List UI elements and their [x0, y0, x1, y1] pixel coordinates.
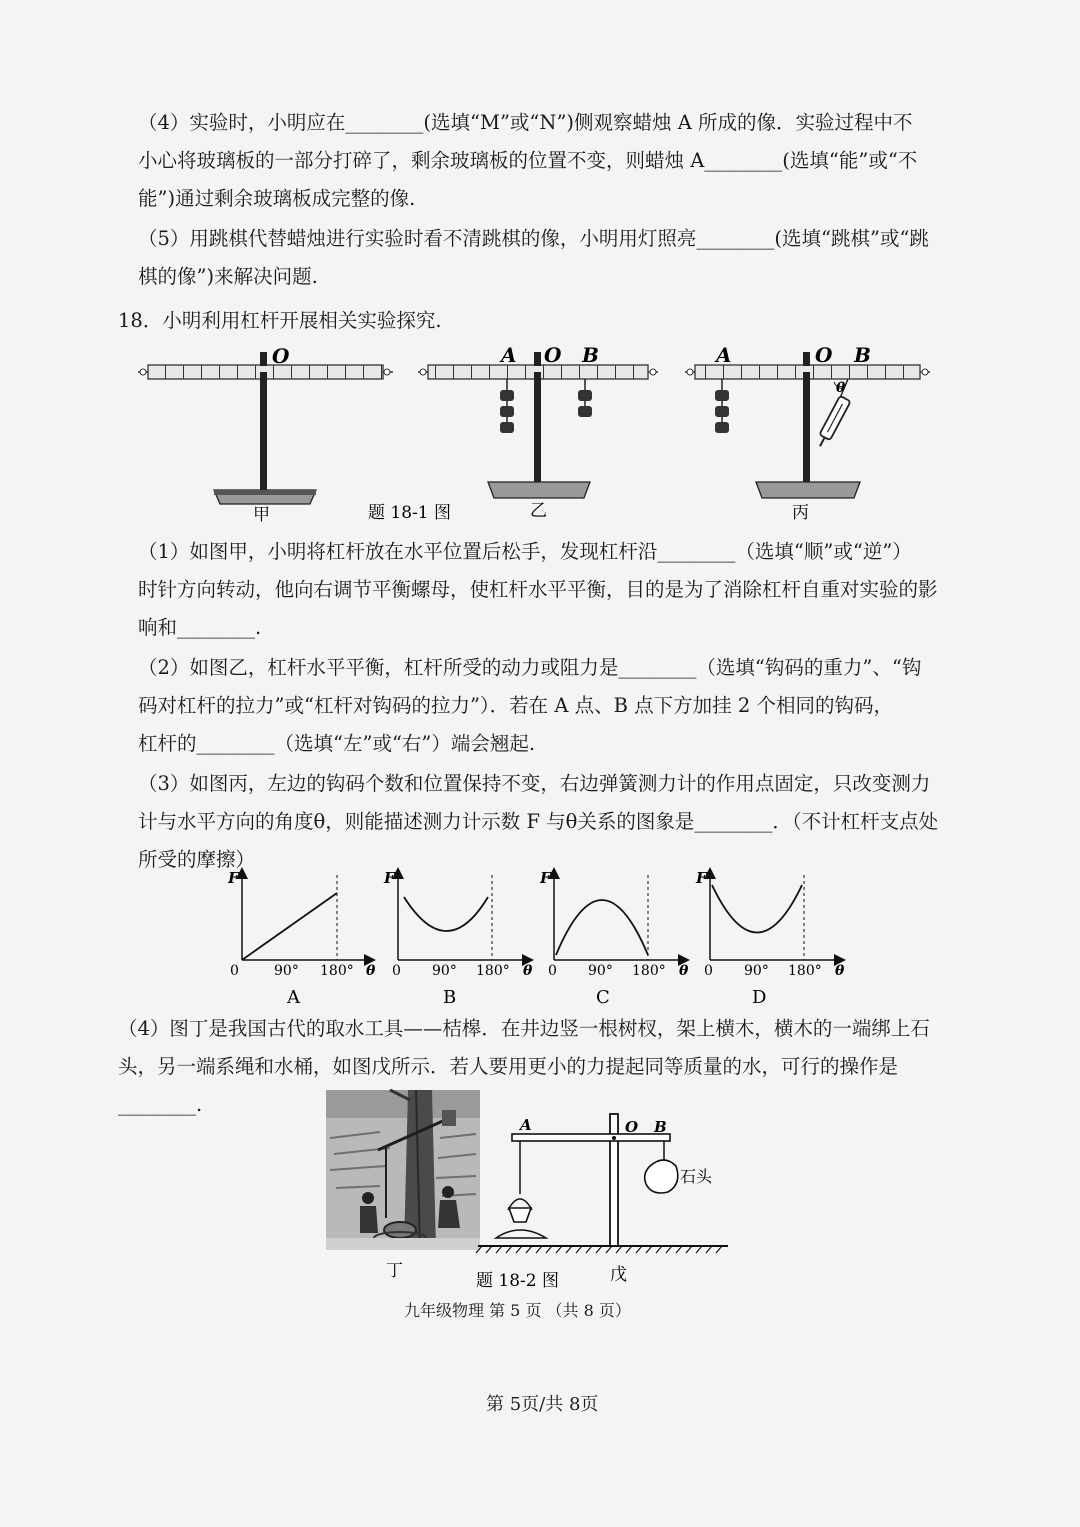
- graph-C-tick-90: 90°: [588, 963, 613, 979]
- graph-A-label: A: [287, 987, 300, 1008]
- well-sweep-illustration: [326, 1090, 480, 1250]
- graph-C-ylabel: F: [540, 869, 551, 887]
- graph-B-origin: 0: [392, 963, 401, 979]
- label-wu: 戊: [610, 1265, 627, 1285]
- label-theta: θ: [836, 380, 846, 396]
- q17-part5: [138, 220, 929, 296]
- graph-C-origin: 0: [548, 963, 557, 979]
- label-ding: 丁: [386, 1261, 403, 1281]
- q18-p1-line2: 时针方向转动，他向右调节平衡螺母，使杠杆水平平衡，目的是为了消除杠杆自重对实验的影: [138, 578, 938, 601]
- q18-part1: [138, 533, 938, 647]
- graph-A-xlabel: θ: [366, 963, 376, 979]
- label-B-yi: B: [582, 343, 599, 367]
- q18-intro-text: 18．小明利用杠杆开展相关实验探究.: [118, 309, 442, 332]
- q18-p2-line2: 码对杠杆的拉力”或“杠杆对钩码的拉力”）．若在 A 点、B 点下方加挂 2 个相同的钩码，: [138, 694, 893, 717]
- q18-part2: [138, 649, 921, 763]
- graph-option-C[interactable]: [539, 869, 689, 1008]
- q18-p1-line1: （1）如图甲，小明将杠杆放在水平位置后松手，发现杠杆沿________（选填“顺”或“逆”）: [138, 540, 912, 563]
- graph-A-tick-180: 180°: [320, 963, 354, 979]
- label-O-jia: O: [272, 344, 290, 368]
- label-jia: 甲: [253, 505, 270, 525]
- label-yi: 乙: [530, 501, 547, 521]
- graph-A-tick-90: 90°: [274, 963, 299, 979]
- graph-option-A[interactable]: [227, 869, 376, 1008]
- q18-p4-line2: 头，另一端系绳和水桶，如图戊所示．若人要用更小的力提起同等质量的水，可行的操作是: [118, 1055, 899, 1078]
- q18-p3-line2: 计与水平方向的角度θ，则能描述测力计示数 F 与θ关系的图象是________．（不计杠杆支点处: [138, 810, 939, 833]
- q17-p4-line1: （4）实验时，小明应在________(选填“M”或“N”)侧观察蜡烛 A 所成的像．实验过程中不: [138, 111, 913, 134]
- q17-p5-line2: 棋的像”)来解决问题.: [138, 265, 318, 288]
- label-A-bing: A: [716, 343, 732, 367]
- graph-D-label: D: [752, 987, 767, 1008]
- graph-D-origin: 0: [704, 963, 713, 979]
- fig-18-1-caption: 题 18-1 图: [368, 503, 451, 523]
- figure-18-2: [320, 1088, 740, 1298]
- graph-B-ylabel: F: [384, 869, 395, 887]
- label-O-yi: O: [544, 343, 562, 367]
- page-navigation: 第 5页/共 8页: [486, 1394, 599, 1415]
- q17-p4-line3: 能”)通过剩余玻璃板成完整的像.: [138, 187, 416, 210]
- q18-part3: [138, 765, 938, 879]
- q18-intro: [118, 302, 442, 340]
- label-B-wu: B: [654, 1118, 667, 1136]
- lever-yi: [418, 352, 658, 498]
- q17-p5-line1: （5）用跳棋代替蜡烛进行实验时看不清跳棋的像，小明用灯照亮________(选填“跳棋”或“跳: [138, 227, 929, 250]
- graph-B-xlabel: θ: [523, 963, 533, 979]
- fig-18-2-caption: 题 18-2 图: [476, 1271, 559, 1291]
- q18-p2-line3: 杠杆的________（选填“左”或“右”）端会翘起.: [138, 732, 536, 755]
- label-O-wu: O: [625, 1118, 639, 1136]
- q18-p2-line1: （2）如图乙，杠杆水平平衡，杠杆所受的动力或阻力是________（选填“钩码的重力”、“钩: [138, 656, 922, 679]
- graph-D-xlabel: θ: [835, 963, 845, 979]
- label-stone: 石头: [680, 1167, 713, 1186]
- lever-bing: [685, 352, 930, 498]
- q17-p4-line2: 小心将玻璃板的一部分打碎了，剩余玻璃板的位置不变，则蜡烛 A________(选填“能”或“不: [138, 149, 918, 172]
- q18-p1-line3: 响和________.: [138, 616, 262, 639]
- q18-p4-line1: （4）图丁是我国古代的取水工具——桔槔．在井边竖一根树杈，架上横木，横木的一端绑上石: [118, 1017, 930, 1040]
- graph-option-B[interactable]: [383, 869, 533, 1008]
- label-B-bing: B: [854, 343, 871, 367]
- lever-jia: [138, 352, 393, 504]
- graph-C-xlabel: θ: [679, 963, 689, 979]
- graph-option-D[interactable]: [695, 869, 845, 1008]
- page-info: 九年级物理 第 5 页 （共 8 页）: [404, 1301, 631, 1320]
- q18-p3-line3: 所受的摩擦）: [138, 848, 256, 871]
- graph-D-tick-180: 180°: [788, 963, 822, 979]
- graph-C-label: C: [596, 987, 610, 1008]
- graph-B-tick-180: 180°: [476, 963, 510, 979]
- graph-B-tick-90: 90°: [432, 963, 457, 979]
- q17-part4: [138, 104, 917, 218]
- graph-B-label: B: [443, 987, 457, 1008]
- graph-A-ylabel: F: [228, 869, 239, 887]
- label-A-yi: A: [501, 343, 517, 367]
- label-bing: 丙: [792, 503, 809, 523]
- q18-p4-line3: ________.: [118, 1093, 203, 1116]
- q18-p3-line1: （3）如图丙，左边的钩码个数和位置保持不变，右边弹簧测力计的作用点固定，只改变测力: [138, 772, 931, 795]
- graph-D-ylabel: F: [696, 869, 707, 887]
- graph-D-tick-90: 90°: [744, 963, 769, 979]
- label-O-bing: O: [815, 343, 833, 367]
- graph-C-tick-180: 180°: [632, 963, 666, 979]
- label-A-wu: A: [520, 1116, 532, 1134]
- f-theta-graphs: [222, 865, 862, 1010]
- graph-A-origin: 0: [230, 963, 239, 979]
- figure-18-1: [130, 340, 950, 530]
